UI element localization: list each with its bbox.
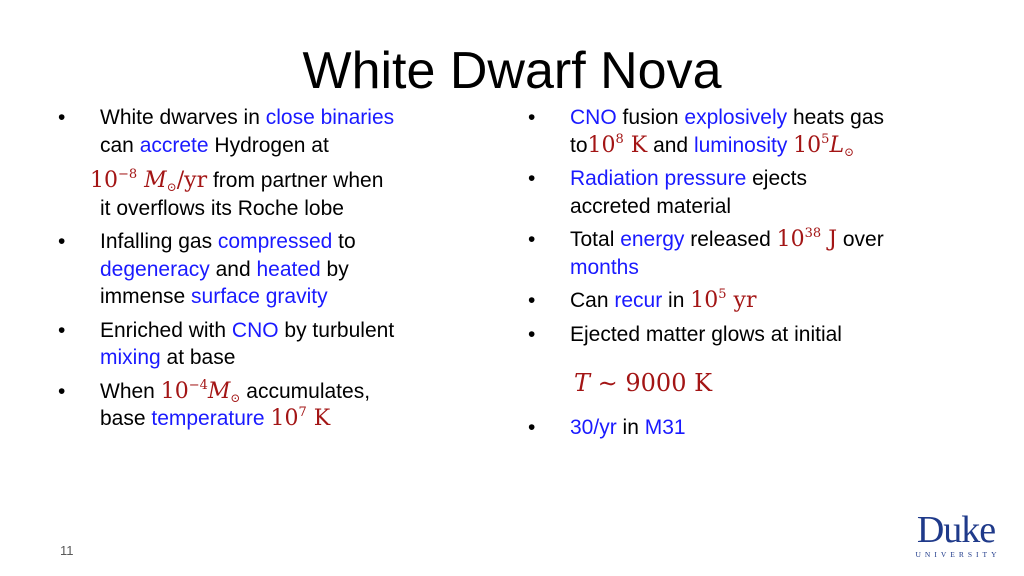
text: base <box>100 407 152 430</box>
text: accreted material <box>570 194 732 218</box>
math-accretion-rate: $10^{-8}$ $M_⊙/yr$ <box>90 167 208 194</box>
term-months: months <box>570 255 639 279</box>
text: to <box>332 230 356 253</box>
term-m31: M31 <box>644 415 686 439</box>
math-luminosity: $10^5L_⊙$ <box>793 131 855 159</box>
bullet-cno-fusion <box>528 104 978 159</box>
term-compressed: compressed <box>217 230 333 253</box>
text: Enriched with <box>100 318 232 342</box>
bullet-recurrence <box>528 287 978 315</box>
text: immense <box>100 285 192 308</box>
bullet-rate-m31 <box>528 414 978 442</box>
term-cno: CNO <box>570 106 617 129</box>
term-temperature: temperature <box>151 407 265 430</box>
text: and <box>209 257 257 281</box>
text: When <box>100 379 161 403</box>
left-bullet-list <box>58 104 488 433</box>
term-luminosity: luminosity <box>693 133 788 157</box>
bullet-total-energy <box>528 226 978 281</box>
duke-logo <box>906 510 1006 560</box>
text: ejects <box>746 167 807 190</box>
bullet-radiation-pressure <box>528 165 978 220</box>
bullet-accretion <box>58 104 488 222</box>
text: at base <box>160 346 236 369</box>
text: heats gas <box>787 106 885 129</box>
text: it overflows its Roche lobe <box>100 196 344 220</box>
duke-logo-wordmark: Duke <box>916 509 996 551</box>
text: White dwarves in <box>100 106 266 129</box>
text: from partner when <box>207 169 384 192</box>
text: by <box>320 257 349 281</box>
text: Can <box>570 289 615 312</box>
term-explosively: explosively <box>684 106 788 129</box>
math-accumulated-mass: $10^{-4}M_⊙$ <box>160 377 241 405</box>
bullet-ejected-matter <box>528 321 978 398</box>
term-radiation-pressure: Radiation pressure <box>570 167 747 190</box>
term-close-binaries: close binaries <box>265 106 395 129</box>
left-column <box>58 104 488 439</box>
slide-title: White Dwarf Nova <box>302 42 722 100</box>
right-bullet-list <box>528 104 978 441</box>
text: by turbulent <box>278 318 395 342</box>
term-surface-gravity: surface gravity <box>191 285 328 308</box>
term-accrete: accrete <box>139 133 209 157</box>
text: in <box>662 289 691 312</box>
text: Total <box>570 228 621 251</box>
right-column <box>528 104 978 447</box>
bullet-enrichment <box>58 317 488 372</box>
term-energy: energy <box>620 228 685 251</box>
math-base-temperature: $10^7$ K <box>270 405 331 431</box>
term-cno: CNO <box>231 318 279 342</box>
math-energy: $10^{38}$ J <box>776 226 838 252</box>
text: Hydrogen at <box>208 133 329 157</box>
text: accumulates, <box>240 379 371 403</box>
bullet-accumulation <box>58 378 488 433</box>
term-rate: 30/yr <box>570 415 617 439</box>
duke-logo-subtitle: UNIVERSITY <box>915 550 1001 559</box>
text: and <box>647 133 694 157</box>
text: in <box>616 415 645 439</box>
text: can <box>100 133 140 157</box>
page-number: 11 <box>60 543 74 558</box>
term-recur: recur <box>614 289 663 312</box>
math-recurrence-time: $10^5$ yr <box>690 287 757 313</box>
text: fusion <box>616 106 685 129</box>
term-mixing: mixing <box>100 346 161 369</box>
text: Infalling gas <box>100 230 218 253</box>
text: released <box>684 228 777 251</box>
text: over <box>837 228 884 251</box>
bullet-infall <box>58 228 488 311</box>
term-degeneracy: degeneracy <box>100 257 210 281</box>
math-initial-temperature: T ∼ 9000 K <box>574 369 713 397</box>
text: to <box>570 133 588 157</box>
math-fusion-temperature: $10^8$ K <box>587 131 648 158</box>
text: Ejected matter glows at initial <box>570 322 842 346</box>
term-heated: heated <box>256 257 321 281</box>
